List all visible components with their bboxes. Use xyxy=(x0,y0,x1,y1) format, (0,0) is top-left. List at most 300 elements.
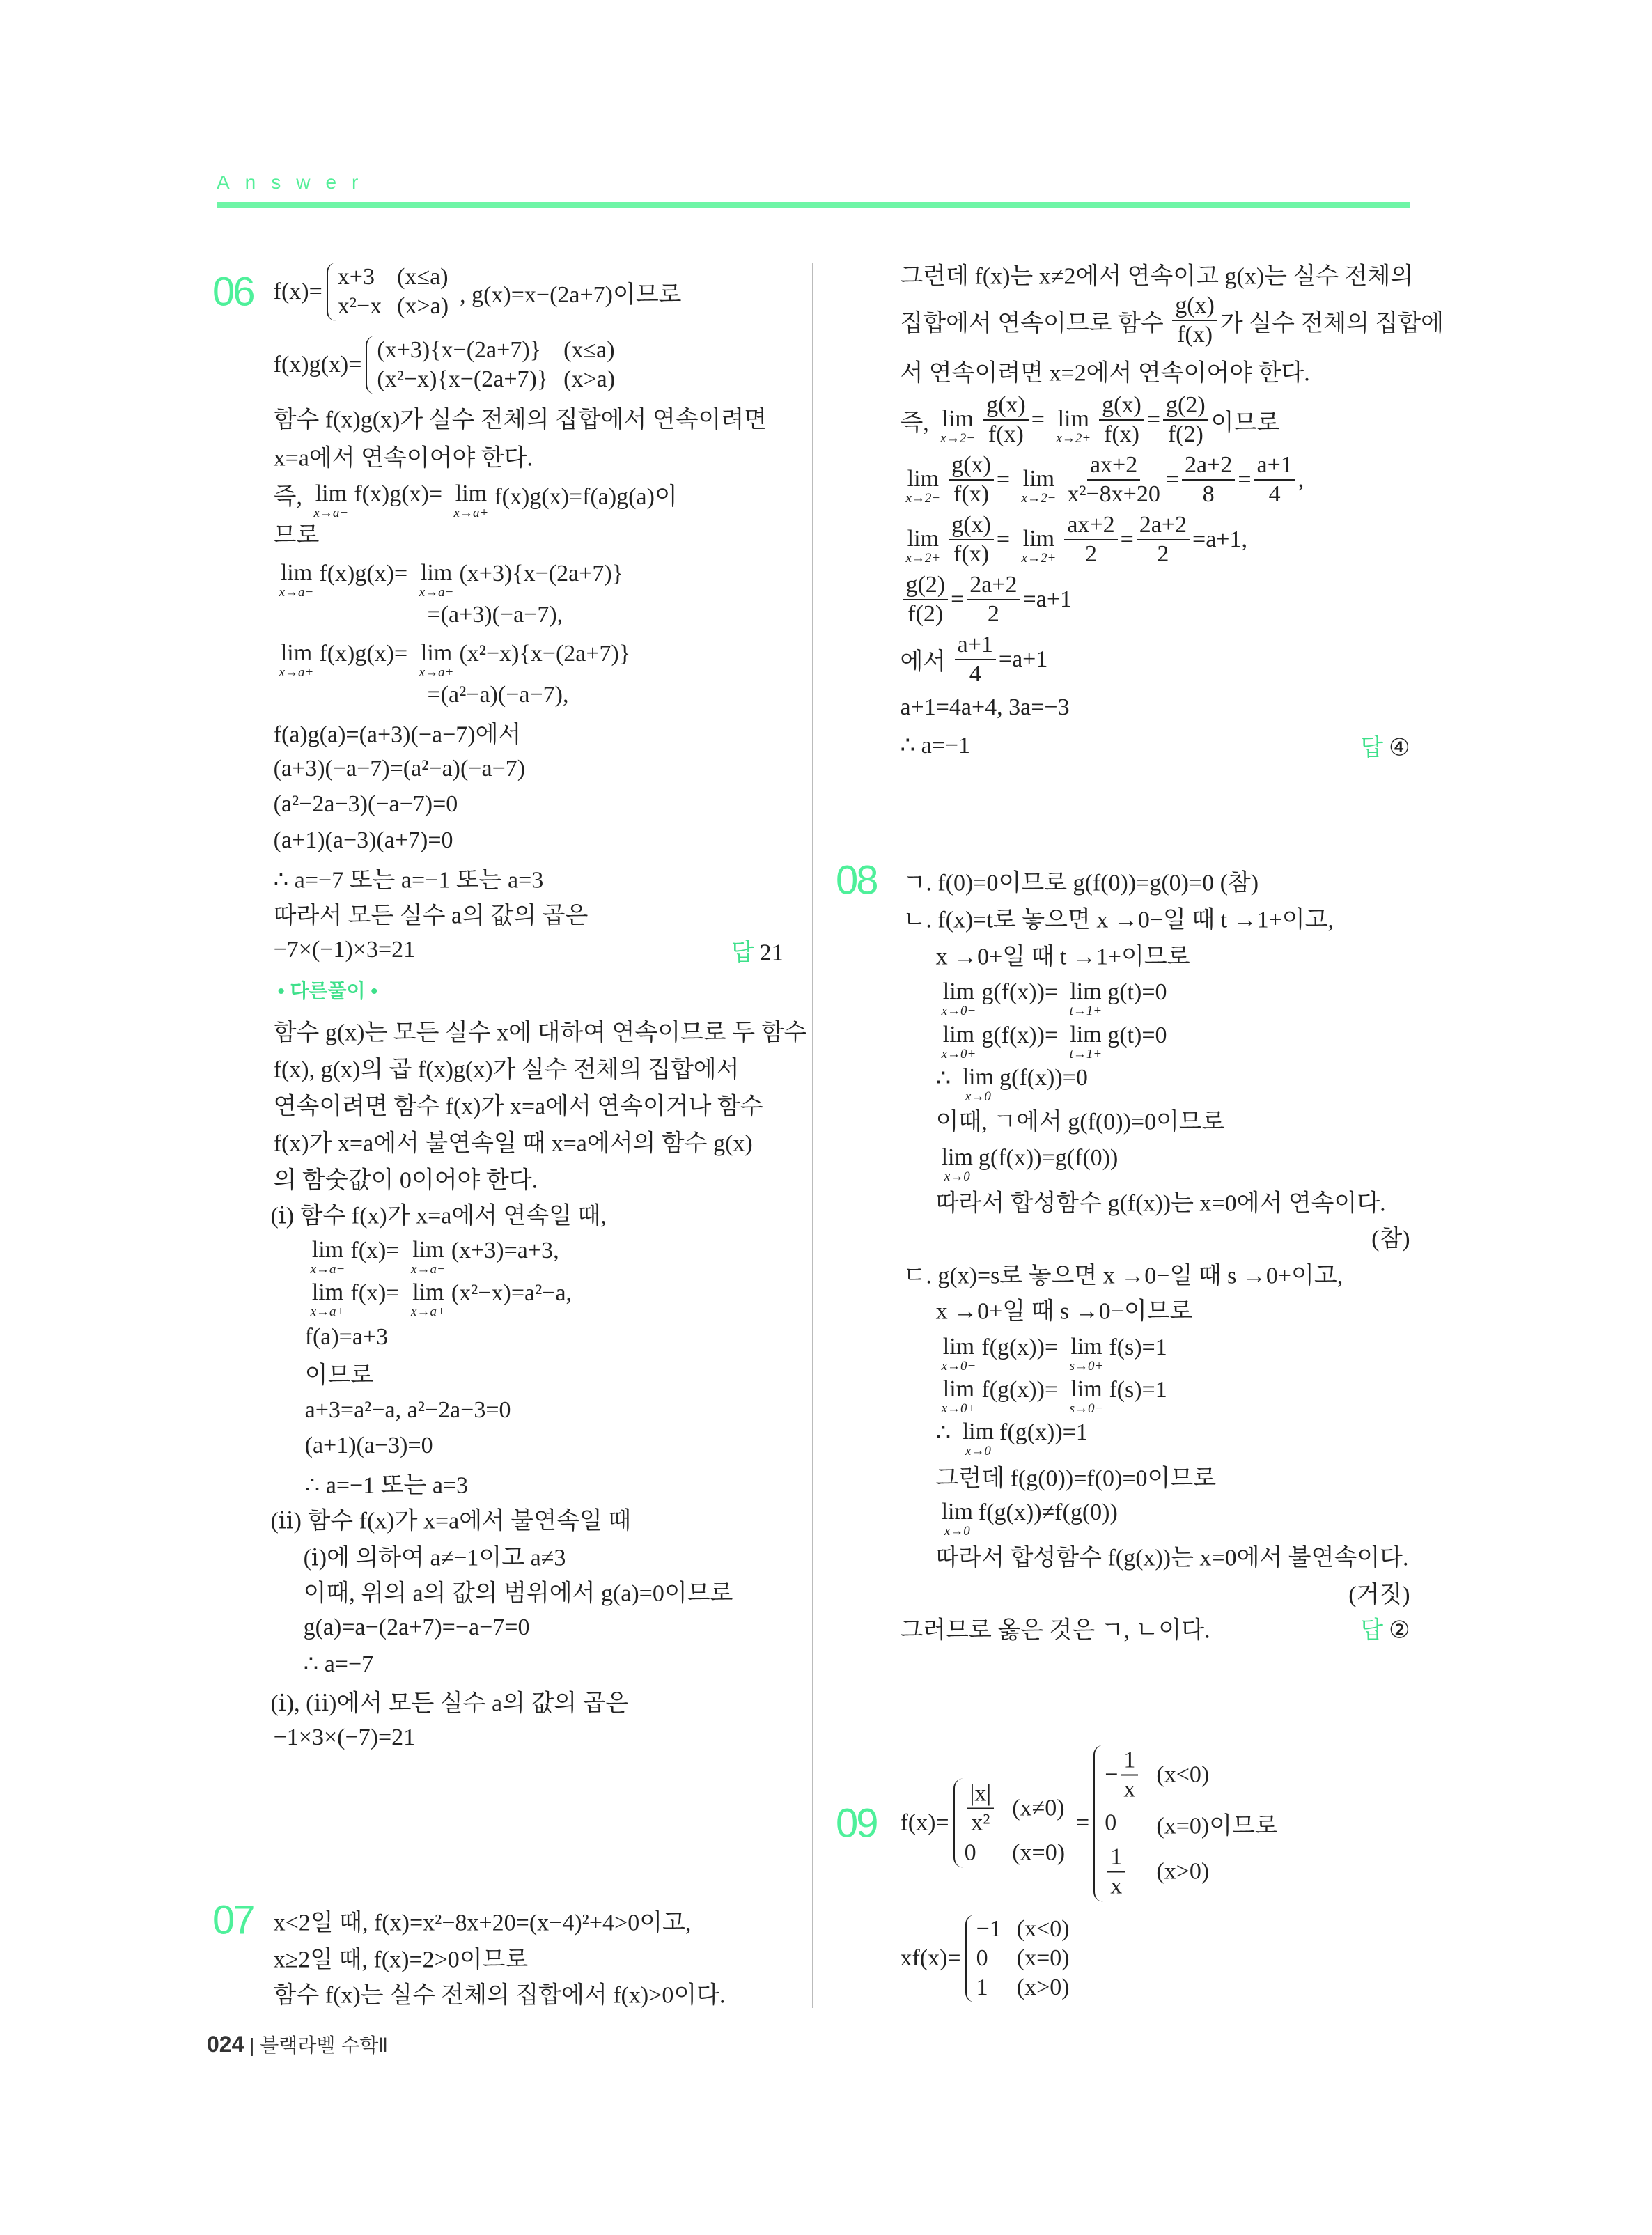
fraction xyxy=(1121,1746,1138,1803)
solution-line xyxy=(936,1458,1217,1493)
math-text: (x+3){x−(2a+7)} xyxy=(377,336,541,363)
case-expression xyxy=(976,1975,1002,2001)
problem-number: 09 xyxy=(836,1800,877,1846)
solution-line xyxy=(304,1614,530,1641)
limit-subscript: x→a+ xyxy=(453,505,489,520)
limit xyxy=(419,561,454,600)
math-text: f(x)g(x)=f(a)g(a)이 xyxy=(494,484,678,511)
math-text: f(x)g(x)= xyxy=(319,640,414,667)
math-text: = xyxy=(951,586,965,612)
answer-prefix: 답 xyxy=(731,939,754,966)
math-text: x+3 xyxy=(337,264,375,290)
math-text: ∴ xyxy=(935,1066,957,1092)
numerator xyxy=(1099,391,1144,421)
solution-line xyxy=(274,439,533,473)
math-text: xf(x)= xyxy=(900,1945,961,1971)
limit-subscript: t→1+ xyxy=(1069,1004,1102,1019)
solution-line xyxy=(428,602,563,628)
numerator xyxy=(967,1780,995,1809)
case-expression xyxy=(377,366,548,393)
limit-subscript: x→a+ xyxy=(279,664,314,680)
math-text: (ⅱ) 함수 f(x)가 x=a에서 불연속일 때 xyxy=(270,1508,632,1534)
alternative-solution-label: • 다른풀이 • xyxy=(277,980,378,1002)
solution-line xyxy=(304,1539,566,1573)
limit xyxy=(905,527,940,566)
section-header: Answer xyxy=(217,171,374,193)
solution-line xyxy=(305,1397,511,1424)
limit-label: lim xyxy=(907,526,939,552)
limit-label: lim xyxy=(455,480,488,506)
math-text: f(x)= xyxy=(350,1237,406,1263)
math-text: 함수 g(x)는 모든 실수 x에 대하여 연속이므로 두 함수 xyxy=(273,1020,807,1046)
solution-line xyxy=(428,682,569,708)
math-text: 그런데 f(g(0))=f(0)=0이므로 xyxy=(935,1465,1217,1492)
math-text: =a+1, xyxy=(1192,527,1247,553)
case-condition xyxy=(397,264,449,290)
math-text: 8 xyxy=(1202,481,1215,508)
case-condition xyxy=(1017,1945,1070,1972)
case-condition xyxy=(1012,1796,1065,1822)
math-text: −1×3×(−7)=21 xyxy=(273,1724,416,1750)
math-text: = xyxy=(996,467,1016,493)
math-text: f(2) xyxy=(907,600,944,627)
limit xyxy=(279,641,314,680)
math-text: g(x) xyxy=(951,452,991,478)
math-text: g(x) xyxy=(1102,392,1141,419)
limit-subscript: x→0 xyxy=(965,1089,991,1105)
math-text: 이때, 위의 a의 값의 범위에서 g(a)=0이므로 xyxy=(303,1580,733,1607)
limit xyxy=(1056,407,1091,446)
fraction xyxy=(955,631,996,688)
case-expression xyxy=(965,1780,997,1837)
math-text: (x=0)이므로 xyxy=(1156,1813,1278,1839)
denominator xyxy=(985,600,1002,628)
math-text: (x<0) xyxy=(1156,1761,1210,1788)
fraction xyxy=(903,571,948,628)
solution-line xyxy=(1371,1220,1410,1254)
book-title: 블랙라벨 수학Ⅱ xyxy=(260,2034,389,2056)
math-text: x²−x xyxy=(337,293,382,320)
solution-line xyxy=(900,353,1309,387)
math-text: f(x) xyxy=(988,421,1024,448)
math-text: 0 xyxy=(1105,1809,1117,1836)
solution-line xyxy=(305,1356,374,1390)
solution-line xyxy=(304,1650,374,1678)
math-text: f(s)=1 xyxy=(1109,1334,1167,1360)
math-text: (a²−2a−3)(−a−7)=0 xyxy=(273,791,458,818)
math-text: ∴ a=−7 또는 a=−1 또는 a=3 xyxy=(273,867,544,894)
limit xyxy=(419,641,454,680)
math-text: x² xyxy=(971,1809,990,1836)
numerator xyxy=(955,631,996,660)
limit-label: lim xyxy=(1022,526,1055,552)
solution-line xyxy=(900,391,1279,449)
limit-subscript: x→2+ xyxy=(905,551,941,566)
case-condition xyxy=(1017,1975,1070,2001)
limit-subscript: s→0− xyxy=(1069,1401,1104,1416)
limit-subscript: x→a− xyxy=(411,1261,446,1277)
solution-line xyxy=(274,937,416,963)
problem-number: 06 xyxy=(212,269,254,315)
limit-subscript: x→a− xyxy=(313,505,349,520)
math-text: (x<0) xyxy=(1016,1915,1070,1942)
page-footer xyxy=(207,2030,388,2058)
solution-line xyxy=(274,1050,740,1084)
math-text: f(x)g(x)= xyxy=(319,561,414,587)
math-text: a+1 xyxy=(1256,452,1293,478)
solution-line xyxy=(903,863,1259,897)
fraction xyxy=(949,511,994,568)
math-text: a+3=a²−a, a²−2a−3=0 xyxy=(304,1396,511,1423)
limit-subscript: x→2− xyxy=(905,491,941,506)
answer-value: ④ xyxy=(1389,735,1410,761)
limit-label: lim xyxy=(942,1021,975,1048)
solution-line xyxy=(274,896,589,930)
limit xyxy=(311,1281,345,1320)
math-text: − xyxy=(1105,1761,1119,1788)
case-expression xyxy=(377,337,548,364)
solution-line xyxy=(900,731,970,759)
math-text: x=a에서 연속이어야 한다. xyxy=(273,445,533,472)
limit-label: lim xyxy=(942,1376,975,1402)
limit-label: lim xyxy=(962,1064,995,1091)
limit-subscript: x→0+ xyxy=(941,1046,976,1061)
math-text: (x>a) xyxy=(563,366,616,392)
limit xyxy=(311,1238,345,1277)
limit-subscript: x→a− xyxy=(419,585,454,600)
solution-line xyxy=(274,1124,753,1158)
math-text: ∴ a=−1 xyxy=(900,732,971,758)
math-text: 그러므로 옳은 것은 ㄱ, ㄴ이다. xyxy=(900,1617,1210,1644)
limit-label: lim xyxy=(941,1144,973,1170)
case-expression xyxy=(338,293,382,320)
math-text: (x≤a) xyxy=(397,264,449,290)
math-text: (x≤a) xyxy=(563,336,615,363)
limit xyxy=(1070,980,1102,1019)
math-text: = xyxy=(1120,527,1134,553)
math-text: (x²−x)=a²−a, xyxy=(451,1279,572,1306)
case-condition xyxy=(563,366,615,393)
solution-line xyxy=(900,256,1413,290)
math-text: x →0+일 때 s →0−이므로 xyxy=(935,1298,1193,1325)
solution-line xyxy=(900,1611,1210,1645)
math-text: = xyxy=(1146,407,1161,433)
solution-line xyxy=(274,1975,726,2009)
math-text: g(f(x))= xyxy=(981,979,1064,1006)
math-text: 1 xyxy=(1123,1747,1136,1773)
answer-value: ② xyxy=(1389,1617,1410,1644)
math-text: ax+2 xyxy=(1067,512,1115,538)
math-text: (x>a) xyxy=(397,293,449,320)
limit xyxy=(963,1066,994,1105)
math-text: 2a+2 xyxy=(1139,512,1187,538)
math-text: f(x), g(x)의 곱 f(x)g(x)가 실수 전체의 집합에서 xyxy=(273,1057,740,1083)
math-text: g(x) xyxy=(951,512,991,538)
numerator xyxy=(1064,511,1117,540)
case-condition xyxy=(1012,1840,1065,1867)
answer-badge xyxy=(1360,1611,1410,1645)
math-text: 0 xyxy=(964,1839,976,1866)
limit-subscript: x→0− xyxy=(941,1004,976,1019)
solution-line xyxy=(936,1016,1167,1061)
math-text: 따라서 합성함수 g(f(x))는 x=0에서 연속이다. xyxy=(935,1190,1386,1217)
denominator xyxy=(905,600,946,628)
math-text: 4 xyxy=(1268,481,1281,508)
solution-line xyxy=(936,1292,1193,1326)
math-text: x xyxy=(1110,1873,1123,1899)
limit-subscript: x→a+ xyxy=(411,1304,446,1319)
math-text: ∴ a=−7 xyxy=(303,1651,374,1677)
limit-subscript: x→2+ xyxy=(1056,431,1091,446)
solution-line xyxy=(274,400,767,435)
math-text: f(x) xyxy=(953,481,990,508)
solution-line xyxy=(903,900,1334,934)
math-text: ㄴ. f(x)=t로 놓으면 x →0−일 때 t →1+이고, xyxy=(903,907,1334,933)
math-text: |x| xyxy=(969,1780,992,1807)
case-expression xyxy=(976,1916,1002,1942)
solution-line xyxy=(305,1465,469,1500)
math-text: =a+1 xyxy=(998,646,1048,672)
solution-line xyxy=(900,631,1047,688)
limit xyxy=(411,1238,446,1277)
limit-label: lim xyxy=(280,639,313,666)
limit-label: lim xyxy=(942,979,975,1005)
limit xyxy=(411,1281,446,1320)
limit xyxy=(942,1335,976,1374)
math-text: = xyxy=(996,527,1016,553)
solution-line xyxy=(274,791,458,818)
limit-subscript: x→0+ xyxy=(941,1401,976,1416)
limit-label: lim xyxy=(1070,1021,1102,1048)
solution-line xyxy=(274,263,682,321)
math-text: 따라서 모든 실수 a의 값의 곱은 xyxy=(273,903,589,929)
math-text: 따라서 합성함수 f(g(x))는 x=0에서 불연속이다. xyxy=(935,1545,1409,1571)
numerator xyxy=(949,511,994,540)
solution-line xyxy=(936,1183,1386,1217)
page-number: 024 xyxy=(207,2032,244,2057)
math-text: 1 xyxy=(976,1974,988,2000)
solution-line xyxy=(274,336,626,394)
math-text: x →0+일 때 t →1+이므로 xyxy=(935,944,1190,970)
solution-line xyxy=(305,1324,389,1350)
math-text: (x>0) xyxy=(1016,1974,1070,2000)
math-text: ∴ xyxy=(935,1420,957,1447)
denominator xyxy=(1154,540,1171,568)
limit-subscript: t→1+ xyxy=(1069,1046,1102,1061)
math-text: f(g(x))≠f(g(0)) xyxy=(978,1499,1118,1525)
numerator xyxy=(1172,292,1217,321)
math-text: 2a+2 xyxy=(969,571,1018,598)
math-text: ax+2 xyxy=(1089,452,1138,478)
limit-label: lim xyxy=(907,466,939,492)
numerator xyxy=(1254,451,1295,481)
math-text: g(x) xyxy=(986,392,1026,419)
limit-subscript: x→2− xyxy=(1021,491,1057,506)
fraction xyxy=(1137,511,1190,568)
answer-prefix: 답 xyxy=(1360,1617,1384,1644)
solution-line xyxy=(900,511,1247,568)
solution-line xyxy=(900,292,1444,349)
fraction xyxy=(949,451,994,508)
column-divider xyxy=(812,263,813,2008)
denominator xyxy=(1174,321,1215,349)
limit-label: lim xyxy=(1070,1333,1102,1360)
math-text: = xyxy=(1165,467,1180,493)
limit-label: lim xyxy=(962,1419,995,1445)
math-text: g(f(x))=g(f(0)) xyxy=(978,1144,1119,1171)
math-text: g(a)=a−(2a+7)=−a−7=0 xyxy=(303,1614,530,1641)
math-text: 4 xyxy=(969,660,981,687)
denominator xyxy=(1165,421,1206,449)
limit-subscript: x→0 xyxy=(944,1169,970,1184)
fraction xyxy=(1163,391,1208,449)
math-text: (a+3)(−a−7)=(a²−a)(−a−7) xyxy=(273,756,526,782)
math-text: (ⅰ), (ⅱ)에서 모든 실수 a의 값의 곱은 xyxy=(270,1690,629,1717)
math-text: 이므로 xyxy=(1210,410,1280,436)
solution-line xyxy=(304,1574,733,1608)
fraction xyxy=(967,1780,995,1837)
math-text: a+1 xyxy=(957,631,993,657)
solution-line xyxy=(936,1493,1118,1539)
limit xyxy=(942,1500,973,1539)
math-text: 므로 xyxy=(273,522,320,549)
limit xyxy=(313,482,348,521)
math-text: f(g(x))= xyxy=(981,1376,1064,1403)
solution-line xyxy=(1348,1575,1410,1610)
math-text: (x+3){x−(2a+7)} xyxy=(459,561,623,587)
limit-label: lim xyxy=(420,560,453,586)
solution-line xyxy=(936,973,1167,1019)
fraction xyxy=(1172,292,1217,349)
case-condition xyxy=(1156,1806,1277,1840)
numerator xyxy=(1163,391,1208,421)
limit-label: lim xyxy=(941,1498,973,1525)
limit-subscript: x→0 xyxy=(965,1444,991,1459)
limit-subscript: x→2− xyxy=(940,431,976,446)
solution-line xyxy=(274,1013,807,1047)
math-text: g(2) xyxy=(905,571,946,598)
math-text: =(a²−a)(−a−7), xyxy=(427,681,569,708)
limit xyxy=(1022,527,1057,566)
solution-line xyxy=(273,475,678,520)
math-text: (x²−x){x−(2a+7)} xyxy=(377,366,549,392)
math-text: g(2) xyxy=(1166,392,1206,419)
solution-line xyxy=(274,1903,692,1937)
denominator xyxy=(951,540,992,568)
numerator xyxy=(983,391,1029,421)
case-expression xyxy=(965,1840,997,1867)
solution-line xyxy=(900,1745,1288,1901)
denominator xyxy=(1121,1775,1138,1803)
math-text: f(x)= xyxy=(350,1279,406,1306)
math-text: 그런데 f(x)는 x≠2에서 연속이고 g(x)는 실수 전체의 xyxy=(900,263,1414,290)
math-text: (참) xyxy=(1371,1226,1410,1252)
math-text: (ⅰ)에 의하여 a≠−1이고 a≠3 xyxy=(303,1545,566,1571)
solution-line xyxy=(936,1539,1409,1573)
math-text: 즉, xyxy=(273,484,309,511)
solution-line xyxy=(274,756,525,782)
math-text: (x+3)=a+3, xyxy=(451,1237,559,1263)
piecewise-cases xyxy=(953,1779,1072,1868)
limit-label: lim xyxy=(311,1279,344,1305)
math-text: ㄷ. g(x)=s로 놓으면 x →0−일 때 s →0+이고, xyxy=(903,1263,1343,1289)
math-text: = xyxy=(1076,1809,1090,1836)
limit-label: lim xyxy=(942,406,974,433)
denominator xyxy=(1200,481,1217,508)
case-condition xyxy=(563,337,615,364)
denominator xyxy=(968,1809,992,1837)
solution-line xyxy=(274,827,453,854)
answer-badge xyxy=(1360,728,1410,762)
solution-line xyxy=(274,715,522,749)
math-text: 연속이려면 함수 f(x)가 x=a에서 연속이거나 함수 xyxy=(273,1093,763,1120)
solution-line xyxy=(274,634,631,680)
solution-line xyxy=(305,1274,572,1319)
footer-separator: | xyxy=(249,2034,255,2056)
limit-subscript: x→a− xyxy=(279,585,314,600)
limit xyxy=(942,1023,976,1062)
limit xyxy=(1022,467,1057,506)
answer-badge xyxy=(731,933,784,967)
math-text: 2a+2 xyxy=(1185,452,1233,478)
denominator xyxy=(1101,421,1142,449)
header-rule xyxy=(217,202,1410,208)
math-text: 에서 xyxy=(900,649,952,676)
math-text: f(g(x))= xyxy=(981,1334,1064,1360)
math-text: x xyxy=(1123,1776,1136,1802)
limit-subscript: x→0− xyxy=(941,1358,976,1373)
solution-line xyxy=(900,694,1069,721)
solution-line xyxy=(274,1940,529,1974)
solution-line xyxy=(936,1371,1167,1416)
limit-label: lim xyxy=(1057,406,1089,433)
limit xyxy=(1070,1023,1102,1062)
solution-line xyxy=(305,1231,559,1277)
case-condition xyxy=(1156,1858,1277,1885)
limit-label: lim xyxy=(1070,979,1102,1005)
numerator xyxy=(1137,511,1190,540)
math-text: , xyxy=(1298,467,1304,493)
solution-line xyxy=(935,1413,1088,1459)
case-expression xyxy=(338,264,382,290)
limit xyxy=(1070,1335,1104,1374)
math-text: 2 xyxy=(1157,541,1169,568)
numerator xyxy=(1182,451,1235,481)
denominator xyxy=(1107,1872,1125,1900)
denominator xyxy=(967,660,984,688)
math-text: f(x)= xyxy=(900,1809,949,1836)
problem-number: 07 xyxy=(212,1897,254,1943)
limit xyxy=(942,980,976,1019)
numerator xyxy=(967,571,1020,600)
math-text: a+1=4a+4, 3a=−3 xyxy=(900,694,1070,721)
case-condition xyxy=(1017,1916,1070,1942)
math-text: f(s)=1 xyxy=(1109,1376,1167,1403)
limit xyxy=(905,467,940,506)
fraction xyxy=(983,391,1029,449)
limit-label: lim xyxy=(412,1279,444,1305)
limit-label: lim xyxy=(1022,466,1055,492)
limit-subscript: x→a+ xyxy=(419,664,454,680)
math-text: 0 xyxy=(976,1945,988,1971)
math-text: g(f(x))= xyxy=(981,1022,1064,1048)
math-text: 서 연속이려면 x=2에서 연속이어야 한다. xyxy=(900,360,1310,387)
solution-line xyxy=(935,1059,1088,1105)
math-text: 의 함숫값이 0이어야 한다. xyxy=(273,1167,538,1194)
limit-subscript: x→0 xyxy=(944,1523,970,1539)
denominator xyxy=(985,421,1027,449)
numerator xyxy=(1107,1843,1125,1872)
